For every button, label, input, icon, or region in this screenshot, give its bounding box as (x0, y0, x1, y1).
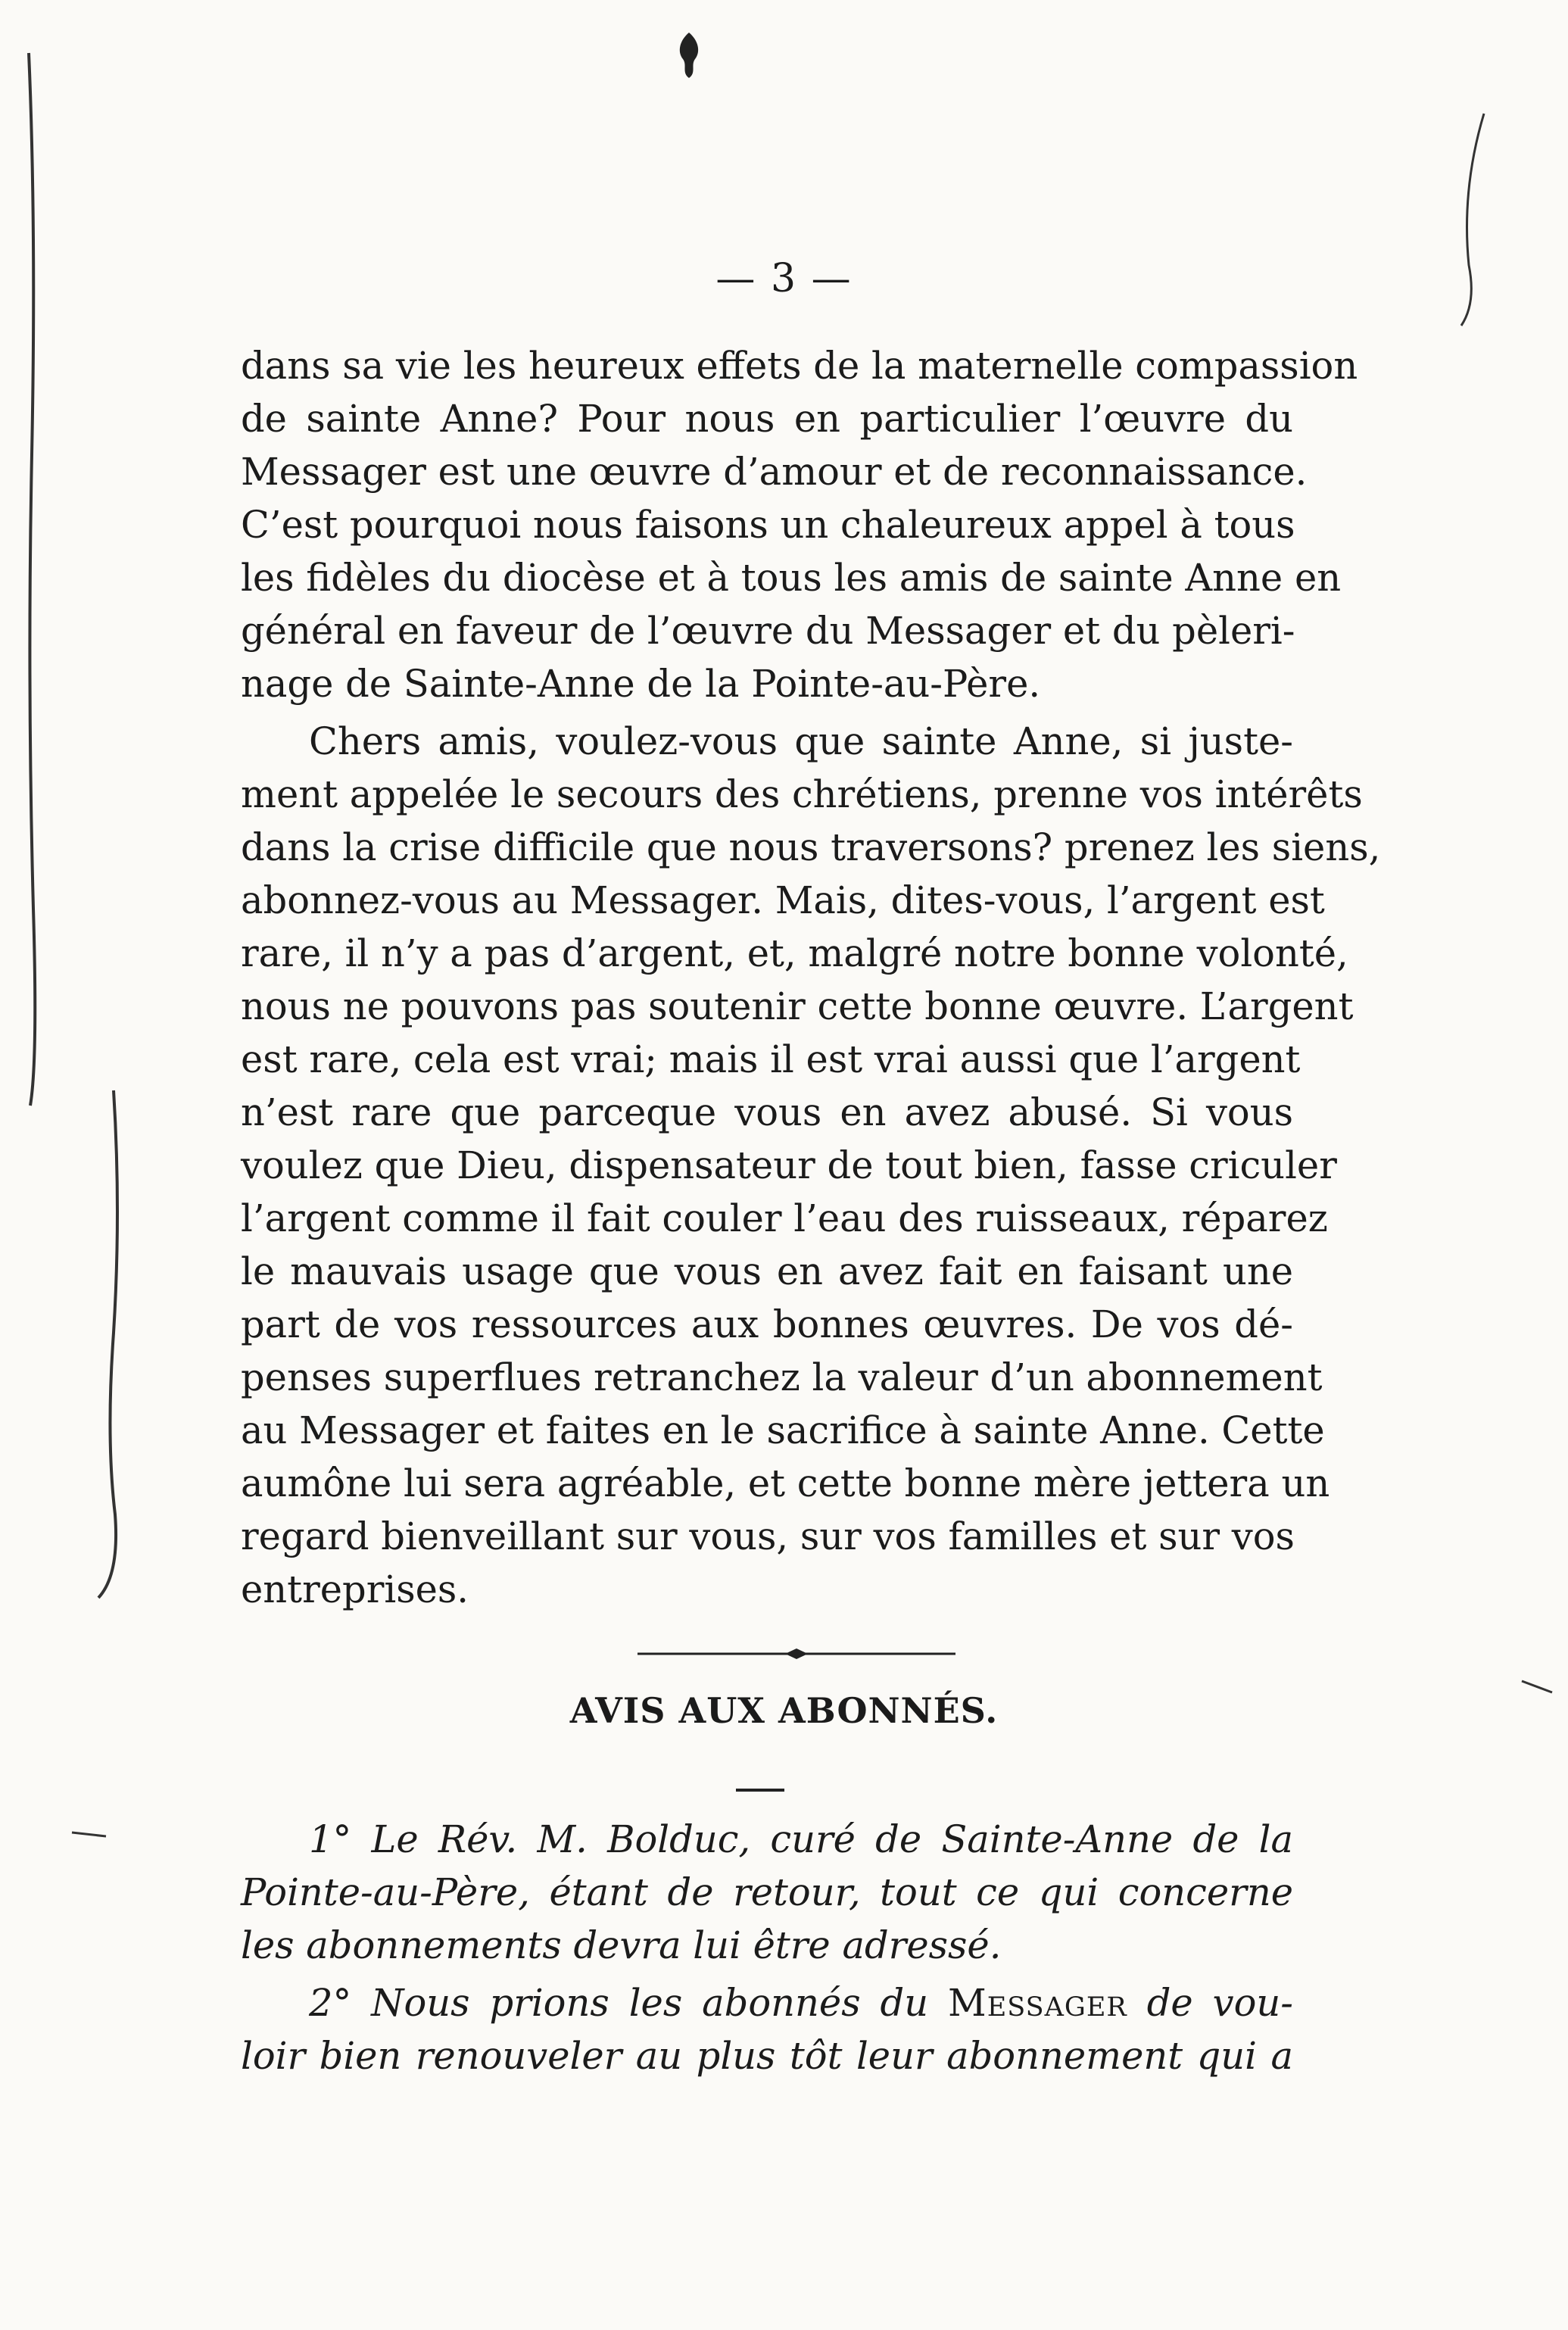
text-line: aumône lui sera agréable, et cette bonne mère jettera un (241, 1461, 1330, 1505)
notice-line: loir bien renouveler au plus tôt leur abonnement qui a (241, 2034, 1293, 2078)
text-line: Messager est une œuvre d’amour et de reconnaissance. (241, 450, 1308, 494)
notice-line: Pointe-au-Père, étant de retour, tout ce qui concerne (241, 1870, 1293, 1914)
notice-line: les abonnements devra lui être adressé. (241, 1923, 1002, 1967)
text-line: voulez que Dieu, dispensateur de tout bien, fasse criculer (241, 1143, 1337, 1187)
text-line: l’argent comme il fait couler l’eau des ruisseaux, réparez (241, 1196, 1328, 1240)
section-heading: AVIS AUX ABONNÉS. (569, 1690, 999, 1731)
notice-text: 2° Nous prions les abonnés du (309, 1981, 929, 2025)
text-line: dans sa vie les heureux effets de la maternelle compassion (241, 344, 1358, 388)
text-line: part de vos ressources aux bonnes œuvres. De vos dé- (241, 1302, 1293, 1346)
text-line: général en faveur de l’œuvre du Messager et du pèleri- (241, 609, 1295, 653)
text-line: abonnez-vous au Messager. Mais, dites-vous, l’argent est (241, 878, 1325, 922)
text-line: n’est rare que parceque vous en avez abusé. Si vous (241, 1090, 1293, 1134)
header-ornament-icon (666, 29, 712, 82)
notice-line: 1° Le Rév. M. Bolduc, curé de Sainte-Anne de la (309, 1817, 1293, 1861)
text-line: regard bienveillant sur vous, sur vos familles et sur vos (241, 1514, 1295, 1558)
section-divider (637, 1646, 955, 1661)
text-line: C’est pourquoi nous faisons un chaleureux appel à tous (241, 503, 1295, 547)
text-line: nous ne pouvons pas soutenir cette bonne œuvre. L’argent (241, 984, 1354, 1028)
text-line: nage de Sainte-Anne de la Pointe-au-Père. (241, 662, 1041, 706)
short-rule (736, 1789, 784, 1792)
notice-text: de vou- (1146, 1981, 1293, 2025)
messager-small-caps: Messager (948, 1981, 1127, 2025)
text-line: le mauvais usage que vous en avez fait en faisant une (241, 1249, 1293, 1293)
body-text (241, 339, 1381, 1616)
page-number: — 3 — (715, 256, 853, 301)
text-line: ment appelée le secours des chrétiens, prenne vos intérêts (241, 772, 1363, 816)
text-line: les fidèles du diocèse et à tous les amis de sainte Anne en (241, 556, 1342, 600)
text-line: de sainte Anne? Pour nous en particulier l’œuvre du (241, 397, 1293, 441)
text-line: rare, il n’y a pas d’argent, et, malgré notre bonne volonté, (241, 931, 1348, 975)
text-line: au Messager et faites en le sacrifice à sainte Anne. Cette (241, 1408, 1325, 1452)
notices (241, 1813, 1293, 2082)
text-line: penses superflues retranchez la valeur d’un abonnement (241, 1355, 1323, 1399)
text-line: est rare, cela est vrai; mais il est vrai aussi que l’argent (241, 1037, 1301, 1081)
text-line: Chers amis, voulez-vous que sainte Anne, si juste- (309, 719, 1293, 763)
text-line: dans la crise difficile que nous traversons? prenez les siens, (241, 825, 1381, 869)
text-line: entreprises. (241, 1567, 469, 1611)
notice-line (241, 1976, 1293, 2029)
